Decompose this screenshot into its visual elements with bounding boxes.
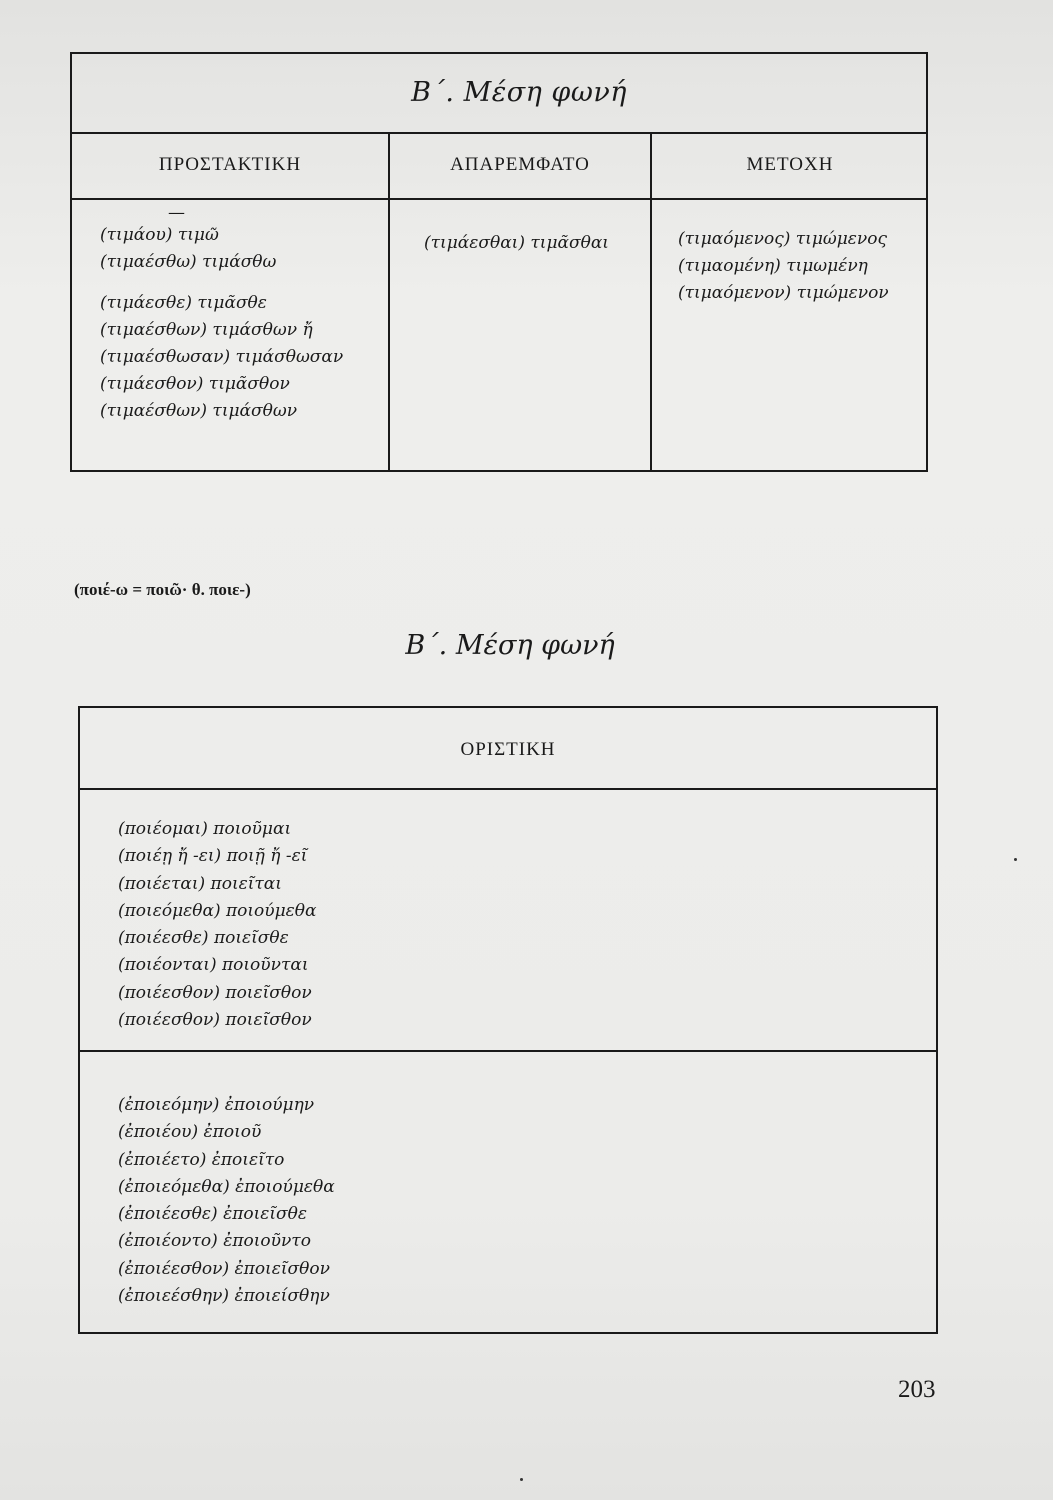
header-indicative: ΟΡΙΣΤΙΚΗ: [80, 708, 936, 790]
form-line: (τιμαέσθων) τιμάσθων ἤ: [100, 320, 313, 340]
print-speck: [520, 1478, 523, 1481]
form-line: (τιμαομένη) τιμωμένη: [678, 256, 868, 276]
form-line: (ἐποιέεσθον) ἐποιεῖσθον: [118, 1258, 330, 1279]
form-line: (ποιέομαι) ποιοῦμαι: [118, 819, 292, 839]
form-line: (τιμάεσθον) τιμᾶσθον: [100, 374, 290, 394]
form-line: (ποιεόμεθα) ποιούμεθα: [118, 900, 317, 921]
imperative-dash: —: [168, 203, 185, 223]
present-forms: [118, 816, 317, 1034]
header-participle: ΜΕΤΟΧΗ: [746, 154, 834, 175]
form-line: (ἐποιεέσθην) ἐποιείσθην: [118, 1286, 330, 1307]
form-line: (ἐποιεόμεθα) ἐποιούμεθα: [118, 1176, 335, 1197]
table1-title-row: [72, 54, 926, 134]
table2-title: Β΄. Μέση φωνή: [405, 630, 615, 661]
print-speck: [1014, 858, 1017, 861]
form-line: (τιμάεσθε) τιμᾶσθε: [100, 293, 267, 313]
infinitive-forms: [424, 230, 609, 257]
header-infinitive: ΑΠΑΡΕΜΦΑΤΟ: [450, 154, 590, 175]
form-line: (ἐποιέου) ἐποιοῦ: [118, 1122, 262, 1143]
section-divider: [80, 1050, 936, 1052]
table1-title: Β΄. Μέση φωνή: [411, 77, 627, 108]
imperative-forms: [100, 204, 343, 425]
form-line: (τιμαέσθων) τιμάσθων: [100, 401, 298, 421]
form-line: (ἐποιέοντο) ἐποιοῦντο: [118, 1231, 311, 1252]
participle-forms: [678, 226, 889, 307]
form-line: (τιμαέσθωσαν) τιμάσθωσαν: [100, 347, 344, 367]
page-number: 203: [898, 1376, 936, 1403]
middle-voice-table-2: [78, 706, 938, 1334]
middle-voice-table-1: [70, 52, 928, 472]
form-line: (τιμάεσθαι) τιμᾶσθαι: [424, 233, 609, 253]
form-line: (ἐποιεόμην) ἐποιούμην: [118, 1095, 315, 1115]
form-line: (τιμαόμενος) τιμώμενος: [678, 229, 888, 249]
column-divider: [388, 132, 390, 470]
form-line: (ποιέονται) ποιοῦνται: [118, 955, 309, 976]
imperfect-forms: [118, 1092, 335, 1310]
form-line: (ἐποιέεσθε) ἐποιεῖσθε: [118, 1204, 308, 1225]
form-line: (ἐποιέετο) ἐποιεῖτο: [118, 1149, 285, 1170]
form-line: (τιμάου) τιμῶ: [100, 225, 219, 245]
column-divider: [650, 132, 652, 470]
form-line: (ποιέεσθε) ποιεῖσθε: [118, 928, 289, 949]
table1-header-row: [72, 132, 926, 200]
form-line: (ποιέεται) ποιεῖται: [118, 873, 282, 894]
form-line: (ποιέεσθον) ποιεῖσθον: [118, 982, 312, 1003]
form-line: (ποιέεσθον) ποιεῖσθον: [118, 1010, 312, 1031]
verb-heading: (ποιέ-ω = ποιῶ· θ. ποιε-): [74, 580, 251, 599]
form-line: (ποιέῃ ἤ -ει) ποιῇ ἤ -εῖ: [118, 846, 308, 867]
header-imperative: ΠΡΟΣΤΑΚΤΙΚΗ: [158, 154, 302, 175]
form-line: (τιμαέσθω) τιμάσθω: [100, 252, 277, 272]
form-line: (τιμαόμενον) τιμώμενον: [678, 283, 889, 303]
